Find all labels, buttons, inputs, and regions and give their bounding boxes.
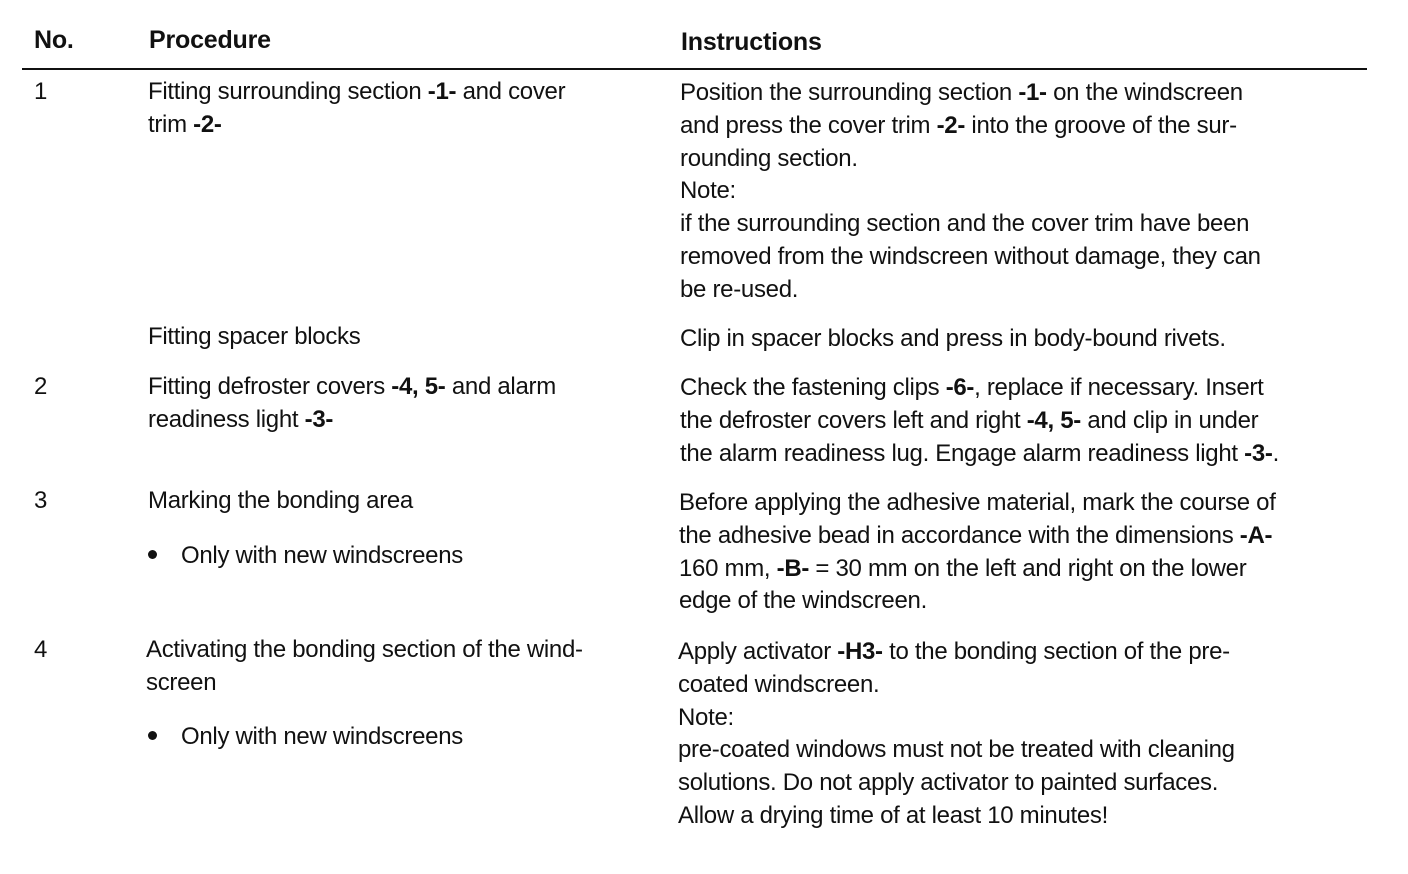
row-4-instructions-line-5: solutions. Do not apply activator to painted surfaces. (678, 769, 1219, 797)
row-2-procedure-line-2: readiness light -3- (148, 405, 334, 433)
bullet-icon (148, 550, 157, 559)
row-1-instructions-line-5: if the surrounding section and the cover trim have been (680, 210, 1250, 238)
row-2-instructions (680, 372, 1279, 470)
header-procedure: Procedure (149, 26, 271, 54)
row-3-instructions-line-2: the adhesive bead in accordance with the dimensions -A- (679, 521, 1273, 549)
row-1-procedure-line-1: Fitting surrounding section -1- and cover (148, 78, 566, 105)
row-1-number: 1 (34, 78, 48, 105)
row-4-instructions (678, 636, 1235, 833)
row-2-procedure-line-1: Fitting defroster covers -4, 5- and alarm (148, 373, 556, 400)
row-4-instructions-line-1: Apply activator -H3- to the bonding section of the pre- (678, 638, 1230, 665)
row-spacer-instructions (680, 323, 1226, 356)
row-4-instructions-line-4: pre-coated windows must not be treated with cleaning (678, 736, 1235, 764)
row-1-instructions-line-2: and press the cover trim -2- into the groove of the sur- (680, 111, 1237, 139)
row-2-instructions-line-1: Check the fastening clips -6-, replace if necessary. Insert (680, 374, 1264, 401)
row-3-number: 3 (34, 487, 48, 514)
row-2-number: 2 (34, 373, 48, 400)
row-2-instructions-line-3: the alarm readiness lug. Engage alarm readiness light -3-. (680, 439, 1279, 467)
row-4-instructions-line-3: Note: (678, 703, 734, 731)
header-instructions: Instructions (681, 28, 822, 56)
row-1-procedure-line-2: trim -2- (148, 110, 222, 138)
row-4-instructions-line-6: Allow a drying time of at least 10 minutes! (678, 801, 1108, 829)
row-3-instructions-line-1: Before applying the adhesive material, mark the course of (679, 489, 1276, 516)
row-spacer-procedure (148, 321, 360, 354)
row-1-instructions-line-6: removed from the windscreen without damage, they can (680, 242, 1261, 270)
row-2-instructions-line-2: the defroster covers left and right -4, 5- and clip in under (680, 406, 1259, 434)
bullet-icon (148, 731, 157, 740)
row-4-procedure (146, 634, 583, 700)
row-4-number: 4 (34, 636, 48, 663)
row-4-bullet-text: Only with new windscreens (181, 723, 463, 750)
row-3-procedure (148, 485, 413, 518)
row-1-instructions-line-7: be re-used. (680, 275, 799, 303)
row-2-procedure (148, 371, 556, 437)
row-1-instructions-line-3: rounding section. (680, 144, 858, 172)
row-1-instructions-line-1: Position the surrounding section -1- on the windscreen (680, 79, 1243, 106)
row-4-procedure-line-2: screen (146, 668, 217, 696)
row-3-procedure-line-1: Marking the bonding area (148, 487, 413, 514)
row-3-instructions-line-3: 160 mm, -B- = 30 mm on the left and right on the lower (679, 554, 1247, 582)
header-rule (22, 68, 1367, 70)
row-3-bullet-item (148, 540, 463, 572)
row-1-procedure (148, 76, 565, 142)
row-spacer-instructions-line-1: Clip in spacer blocks and press in body-bound rivets. (680, 325, 1226, 352)
row-4-bullet-item (148, 721, 463, 753)
row-1-instructions (680, 77, 1261, 307)
row-3-bullet-text: Only with new windscreens (181, 542, 463, 569)
header-no: No. (34, 26, 74, 54)
row-3-instructions-line-4: edge of the windscreen. (679, 587, 927, 615)
row-1-instructions-line-4: Note: (680, 177, 736, 205)
row-spacer-procedure-line-1: Fitting spacer blocks (148, 323, 361, 350)
row-4-instructions-line-2: coated windscreen. (678, 670, 880, 698)
row-4-procedure-line-1: Activating the bonding section of the wind- (146, 636, 583, 663)
row-3-instructions (679, 487, 1276, 618)
